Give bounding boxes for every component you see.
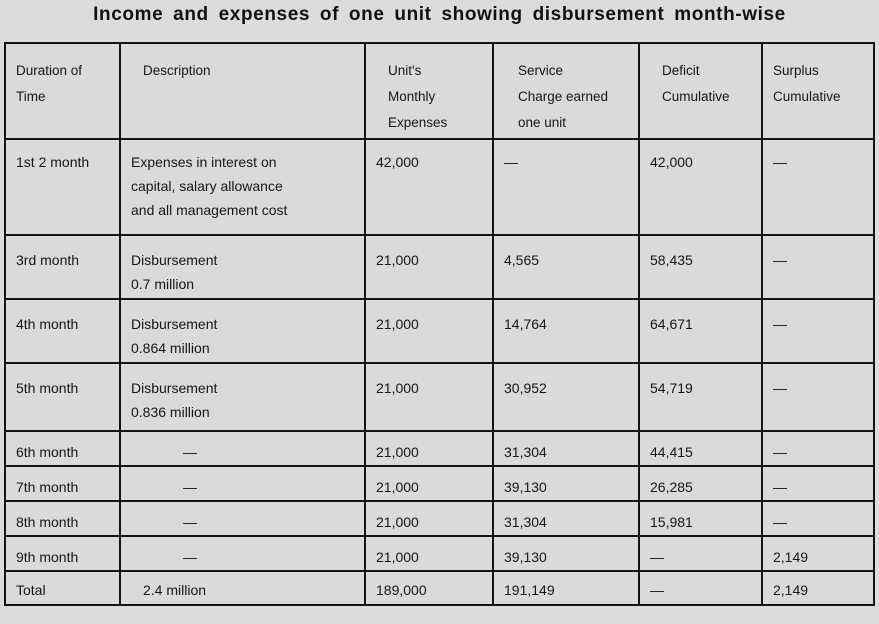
description-line: 0.7 million [131,276,195,292]
header-expenses-line: Monthly [388,89,436,104]
description-line: 0.836 million [131,404,210,420]
header-surplus-line: Surplus [773,63,819,78]
description-line: Disbursement [131,380,218,396]
cell-expenses: 21,000 [365,431,493,466]
table-row [5,299,874,363]
table-row-total [5,571,874,605]
cell-duration: 3rd month [5,235,120,299]
header-service-line: Service [518,63,564,78]
cell-surplus: — [762,501,874,536]
cell-service: — [493,139,639,235]
cell-duration: 6th month [5,431,120,466]
page-title: Income and expenses of one unit showing disbursement month-wise [93,4,786,25]
table-row [5,139,874,235]
cell-description: — [120,536,365,571]
cell-service: 31,304 [493,501,639,536]
cell-expenses: 21,000 [365,363,493,431]
cell-deficit: 54,719 [639,363,762,431]
description-line: Expenses in interest on [131,154,277,170]
cell-service: 39,130 [493,466,639,501]
table-row [5,431,874,466]
cell-expenses: 42,000 [365,139,493,235]
table-row [5,536,874,571]
cell-description: — [120,431,365,466]
cell-deficit: 58,435 [639,235,762,299]
cell-surplus: — [762,235,874,299]
cell-duration: 9th month [5,536,120,571]
header-row [5,43,874,139]
cell-duration: 1st 2 month [5,139,120,235]
description-line: capital, salary allowance [131,178,283,194]
cell-surplus: — [762,431,874,466]
header-expenses-line: Expenses [388,115,448,130]
header-deficit-line: Cumulative [662,89,730,104]
cell-deficit: 44,415 [639,431,762,466]
header-duration-line: Time [16,89,46,104]
cell-expenses: 21,000 [365,299,493,363]
cell-duration: 5th month [5,363,120,431]
cell-expenses: 21,000 [365,235,493,299]
cell-duration: Total [5,571,120,605]
description-line: and all management cost [131,202,288,218]
cell-deficit: 15,981 [639,501,762,536]
header-service-line: Charge earned [518,89,609,104]
description-line: Disbursement [131,252,218,268]
cell-surplus: — [762,299,874,363]
cell-surplus: 2,149 [762,571,874,605]
cell-expenses: 189,000 [365,571,493,605]
header-duration [5,43,120,139]
cell-service: 31,304 [493,431,639,466]
header-surplus [762,43,874,139]
header-service-line: one unit [518,115,567,130]
header-expenses [365,43,493,139]
header-surplus-line: Cumulative [773,89,841,104]
cell-duration: 8th month [5,501,120,536]
header-service [493,43,639,139]
cell-service: 30,952 [493,363,639,431]
cell-expenses: 21,000 [365,466,493,501]
cell-service: 39,130 [493,536,639,571]
header-expenses-line: Unit's [388,63,422,78]
cell-service: 191,149 [493,571,639,605]
cell-surplus: — [762,466,874,501]
cell-surplus: — [762,363,874,431]
cell-description [120,363,365,431]
cell-surplus: 2,149 [762,536,874,571]
header-description [120,43,365,139]
description-line: 0.864 million [131,340,210,356]
cell-surplus: — [762,139,874,235]
cell-expenses: 21,000 [365,501,493,536]
table-row [5,466,874,501]
header-deficit-line: Deficit [662,63,700,78]
cell-description [120,139,365,235]
cell-deficit: 26,285 [639,466,762,501]
header-deficit [639,43,762,139]
cell-service: 4,565 [493,235,639,299]
table-row [5,501,874,536]
cell-service: 14,764 [493,299,639,363]
cell-deficit: — [639,571,762,605]
income-expense-table [4,42,875,606]
cell-duration: 7th month [5,466,120,501]
cell-deficit: 64,671 [639,299,762,363]
cell-description [120,235,365,299]
table-row [5,363,874,431]
cell-deficit: — [639,536,762,571]
cell-description: 2.4 million [120,571,365,605]
description-line: Disbursement [131,316,218,332]
header-duration-line: Duration of [16,63,83,78]
cell-description [120,299,365,363]
header-description-line: Description [143,63,211,78]
cell-deficit: 42,000 [639,139,762,235]
table-row [5,235,874,299]
cell-description: — [120,466,365,501]
cell-expenses: 21,000 [365,536,493,571]
cell-description: — [120,501,365,536]
cell-duration: 4th month [5,299,120,363]
